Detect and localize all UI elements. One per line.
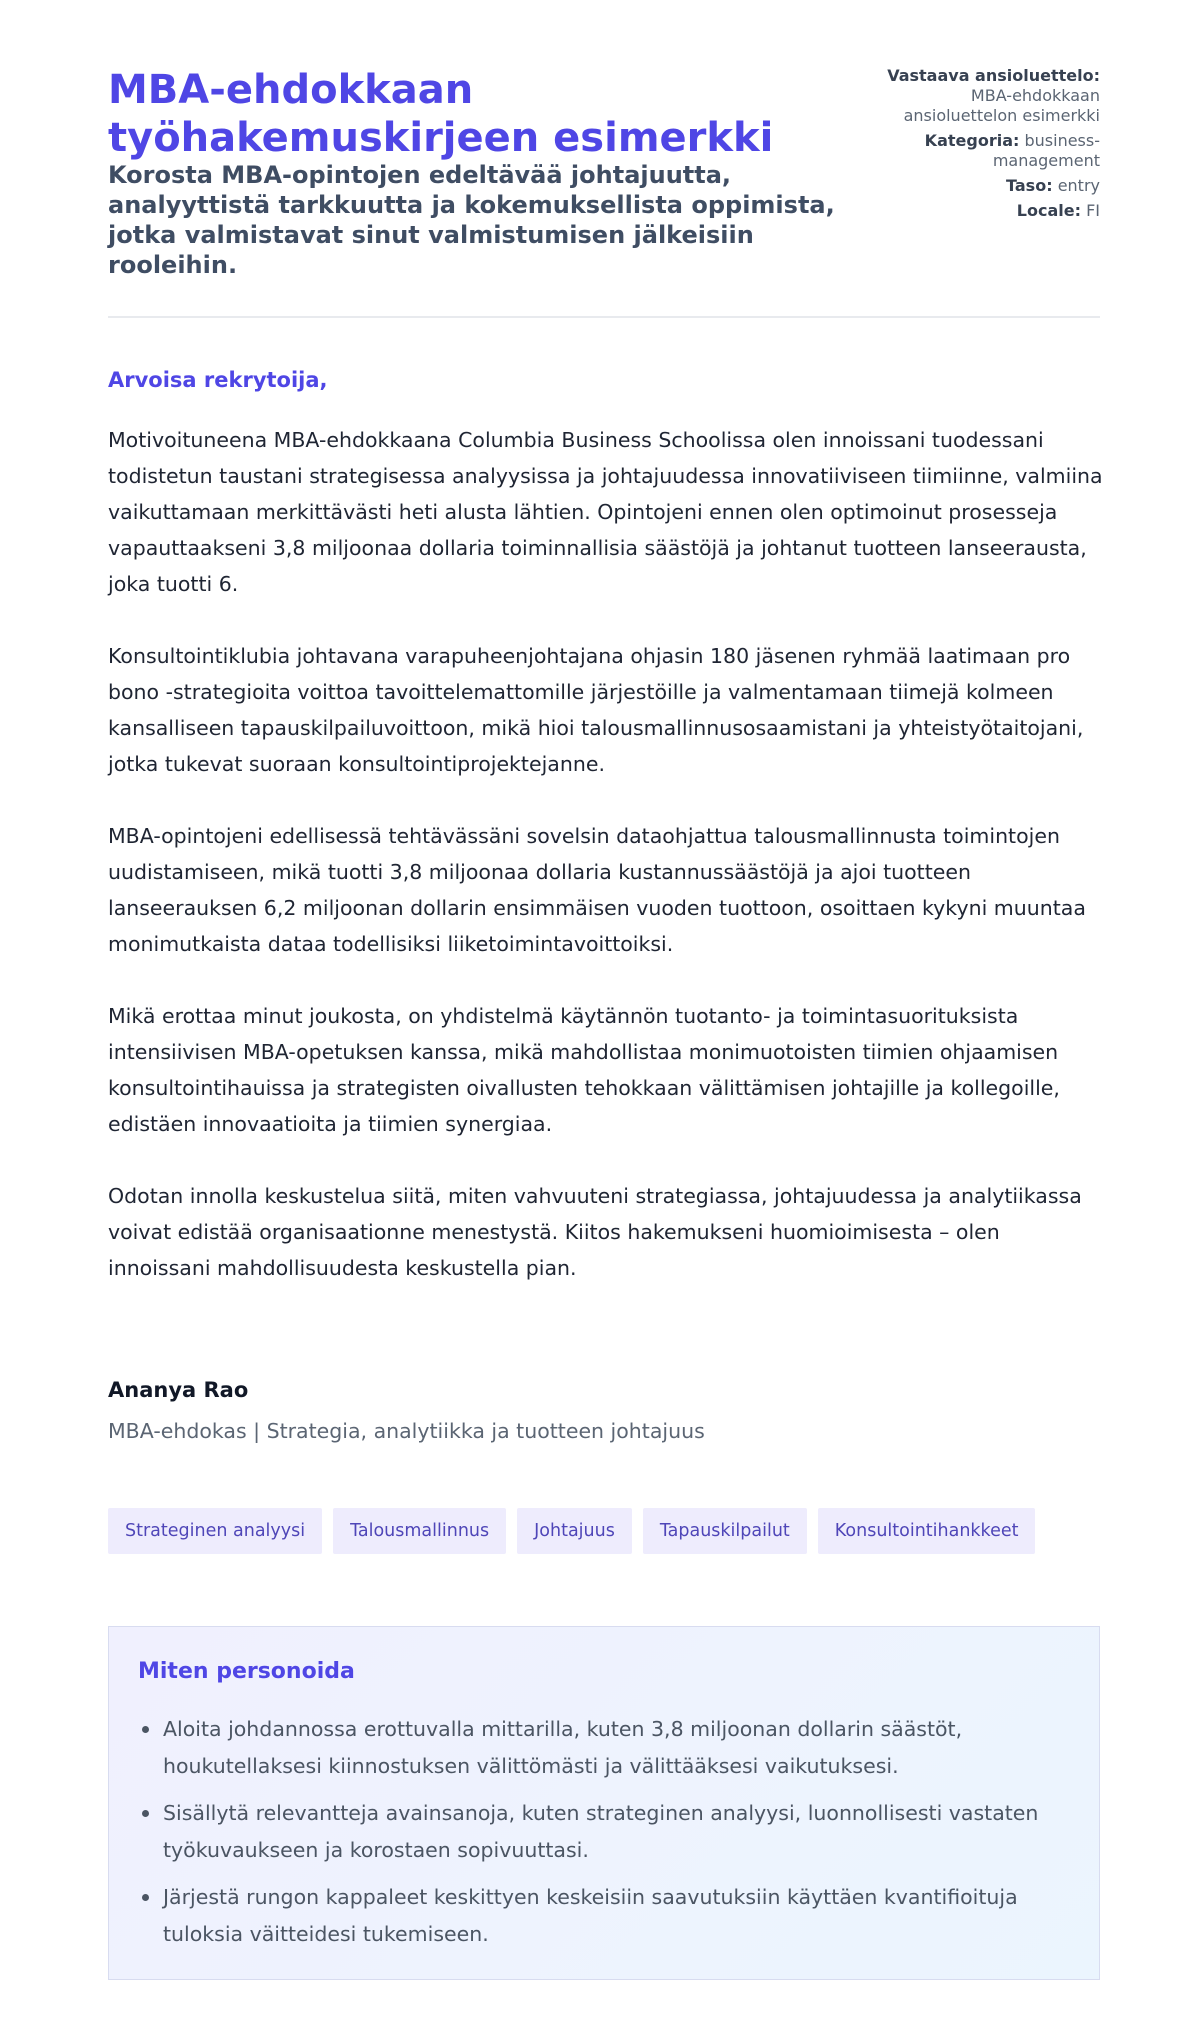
skill-tag: Talousmallinnus <box>333 1508 506 1554</box>
meta-resume <box>880 66 1100 126</box>
letter-paragraph: Konsultointiklubia johtavana varapuheenjohtajana ohjasin 180 jäsenen ryhmää laatimaan pro bono -strategioita voittoa tavoittelemattomille järjestöille ja valmentamaan tiimejä kolmeen kansalliseen tapauskilpailuvoittoon, mikä hioi talousmallinnusosaamistani ja yhteistyötaitojani, jotka tukevat suoraan konsultointiprojektejanne. <box>108 644 1084 776</box>
skill-tag: Konsultointihankkeet <box>818 1508 1036 1554</box>
meta-category-value: business-management <box>992 131 1100 170</box>
tip-item <box>138 1879 1068 1953</box>
bullet-icon <box>142 1894 149 1901</box>
tip-text: Järjestä rungon kappaleet keskittyen keskeisiin saavutuksiin käyttäen kvantifioituja tuloksia väitteidesi tukemiseen. <box>163 1885 1018 1946</box>
letter-paragraph: Motivoituneena MBA-ehdokkaana Columbia Business Schoolissa olen innoissani tuodessani todistetun taustani strategisessa analyysissa ja johtajuudessa innovatiiviseen tiimiinne, valmiina vaikuttamaan merkittävästi heti alusta lähtien. Opintojeni ennen olen optimoinut prosesseja vapauttaakseni 3,8 miljoonaa dollaria toiminnallisia säästöjä ja johtanut tuotteen lanseerausta, joka tuotti 6. <box>108 428 1103 596</box>
letter-body <box>108 422 1108 1322</box>
meta-locale <box>880 201 1100 221</box>
skill-tags <box>108 1508 1035 1554</box>
tip-item <box>138 1795 1068 1869</box>
signature-name: Ananya Rao <box>108 1378 249 1402</box>
tips-list <box>138 1711 1068 1963</box>
meta-panel <box>880 66 1100 226</box>
letter-salutation: Arvoisa rekrytoija, <box>108 368 328 392</box>
tips-title: Miten personoida <box>138 1659 355 1684</box>
meta-category-label: Kategoria: <box>924 131 1020 150</box>
meta-level-label: Taso: <box>1006 176 1053 195</box>
meta-category <box>880 131 1100 171</box>
personalization-tips-box <box>108 1626 1100 1980</box>
tip-text: Aloita johdannossa erottuvalla mittarilla, kuten 3,8 miljoonan dollarin säästöt, houkutellaksesi kiinnostuksen välittömästi ja välittääksesi vaikutuksesi. <box>163 1717 963 1778</box>
skill-tag: Johtajuus <box>517 1508 632 1554</box>
signature-role: MBA-ehdokas | Strategia, analytiikka ja tuotteen johtajuus <box>108 1419 705 1443</box>
header-divider <box>108 316 1100 318</box>
letter-paragraph: Odotan innolla keskustelua siitä, miten vahvuuteni strategiassa, johtajuudessa ja analytiikassa voivat edistää organisaationne menestystä. Kiitos hakemukseni huomioimisesta – olen innoissani mahdollisuudesta keskustella pian. <box>108 1184 1082 1280</box>
tip-text: Sisällytä relevantteja avainsanoja, kuten strateginen analyysi, luonnollisesti vastaten työkuvaukseen ja korostaen sopivuuttasi. <box>163 1801 1039 1862</box>
tip-item <box>138 1711 1068 1785</box>
page-title: MBA-ehdokkaan työhakemuskirjeen esimerkki <box>108 67 774 161</box>
page-header <box>108 66 1100 316</box>
bullet-icon <box>142 1726 149 1733</box>
meta-resume-label: Vastaava ansioluettelo: <box>887 66 1100 85</box>
letter-paragraph: Mikä erottaa minut joukosta, on yhdistelmä käytännön tuotanto- ja toimintasuorituksista intensiivisen MBA-opetuksen kanssa, mikä mahdollistaa monimuotoisten tiimien ohjaamisen konsultointihauissa ja strategisten oivallusten tehokkaan välittämisen johtajille ja kollegoille, edistäen innovaatioita ja tiimien synergiaa. <box>108 1004 1060 1136</box>
meta-locale-label: Locale: <box>1016 201 1081 220</box>
letter-paragraph: MBA-opintojeni edellisessä tehtävässäni sovelsin dataohjattua talousmallinnusta toimintojen uudistamiseen, mikä tuotti 3,8 miljoonaa dollaria kustannussäästöjä ja ajoi tuotteen lanseerauksen 6,2 miljoonan dollarin ensimmäisen vuoden tuottoon, osoittaen kykyni muuntaa monimutkaista dataa todellisiksi liiketoimintavoittoiksi. <box>108 824 1086 956</box>
page-subtitle: Korosta MBA-opintojen edeltävää johtajuutta, analyyttistä tarkkuutta ja kokemuksellista oppimista, jotka valmistavat sinut valmistumisen jälkeisiin rooleihin. <box>108 161 835 279</box>
meta-locale-value: FI <box>1086 201 1100 220</box>
meta-level-value: entry <box>1057 176 1100 195</box>
skill-tag: Tapauskilpailut <box>643 1508 807 1554</box>
meta-resume-value: MBA-ehdokkaan ansioluettelon esimerkki <box>903 86 1100 125</box>
bullet-icon <box>142 1810 149 1817</box>
meta-level <box>880 176 1100 196</box>
skill-tag: Strateginen analyysi <box>108 1508 322 1554</box>
